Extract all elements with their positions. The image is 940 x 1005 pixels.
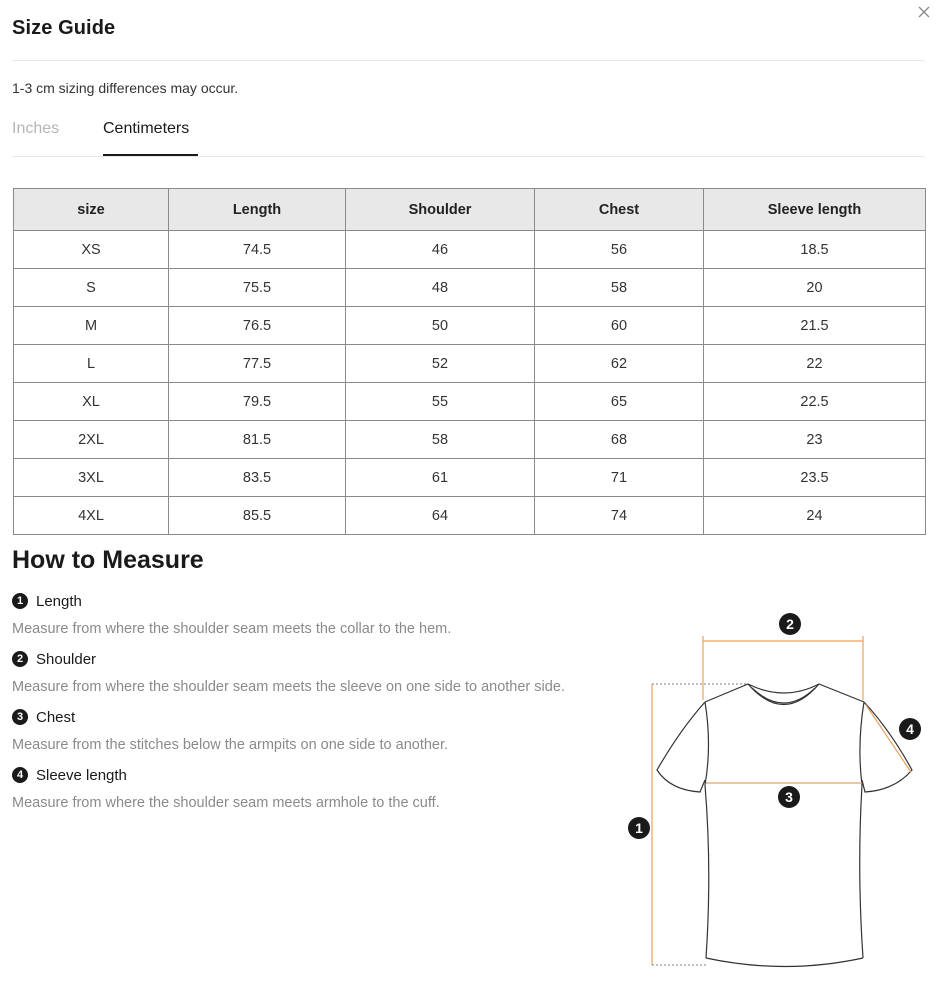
marker-4-label: 4 <box>906 721 914 737</box>
table-cell: S <box>14 269 169 307</box>
table-cell: 4XL <box>14 497 169 535</box>
marker-4-icon <box>899 718 921 740</box>
table-cell: 24 <box>704 497 926 535</box>
table-header-row <box>14 189 926 231</box>
marker-3-label: 3 <box>785 789 793 805</box>
number-4-icon: 4 <box>12 767 28 783</box>
measure-description: Measure from where the shoulder seam meets the sleeve on one side to another side. <box>12 679 565 695</box>
table-cell: 81.5 <box>169 421 346 459</box>
table-cell: 58 <box>535 269 704 307</box>
measure-label: Shoulder <box>36 650 97 668</box>
header-divider <box>12 60 925 61</box>
table-cell: XS <box>14 231 169 269</box>
measure-description: Measure from where the shoulder seam meets the collar to the hem. <box>12 621 452 637</box>
col-header-shoulder: Shoulder <box>346 189 535 231</box>
table-cell: 75.5 <box>169 269 346 307</box>
table-row <box>14 421 926 459</box>
table-cell: 23 <box>704 421 926 459</box>
col-header-chest: Chest <box>535 189 704 231</box>
table-cell: M <box>14 307 169 345</box>
measure-item-length <box>12 591 612 637</box>
table-cell: 3XL <box>14 459 169 497</box>
table-cell: 48 <box>346 269 535 307</box>
table-cell: 22 <box>704 345 926 383</box>
dialog-title: Size Guide <box>12 17 116 39</box>
table-cell: 52 <box>346 345 535 383</box>
tshirt-outline-icon <box>657 684 912 967</box>
table-cell: 58 <box>346 421 535 459</box>
tshirt-measure-diagram <box>620 605 930 975</box>
table-cell: 50 <box>346 307 535 345</box>
table-cell: 71 <box>535 459 704 497</box>
table-row <box>14 345 926 383</box>
table-cell: 85.5 <box>169 497 346 535</box>
number-3-icon: 3 <box>12 709 28 725</box>
marker-2-label: 2 <box>786 616 794 632</box>
table-cell: 64 <box>346 497 535 535</box>
table-cell: 74 <box>535 497 704 535</box>
table-cell: 62 <box>535 345 704 383</box>
table-cell: 21.5 <box>704 307 926 345</box>
table-cell: 23.5 <box>704 459 926 497</box>
table-cell: 79.5 <box>169 383 346 421</box>
table-cell: 83.5 <box>169 459 346 497</box>
measure-item-sleeve-length <box>12 765 612 811</box>
measure-label: Sleeve length <box>36 766 127 784</box>
table-cell: 46 <box>346 231 535 269</box>
table-cell: 56 <box>535 231 704 269</box>
table-cell: 22.5 <box>704 383 926 421</box>
tab-inches[interactable]: Inches <box>12 120 60 137</box>
measure-item-chest <box>12 707 612 753</box>
tab-centimeters[interactable]: Centimeters <box>103 120 198 156</box>
table-cell: 60 <box>535 307 704 345</box>
table-cell: 65 <box>535 383 704 421</box>
table-cell: L <box>14 345 169 383</box>
table-cell: 77.5 <box>169 345 346 383</box>
col-header-size: size <box>14 189 169 231</box>
table-row <box>14 231 926 269</box>
table-row <box>14 269 926 307</box>
marker-1-icon <box>628 817 650 839</box>
measure-description: Measure from where the shoulder seam meets armhole to the cuff. <box>12 795 440 811</box>
table-row <box>14 307 926 345</box>
size-table <box>13 188 926 535</box>
table-cell: 2XL <box>14 421 169 459</box>
marker-1-label: 1 <box>635 820 643 836</box>
measure-guides <box>652 684 748 965</box>
table-cell: 76.5 <box>169 307 346 345</box>
measure-description: Measure from the stitches below the armpits on one side to another. <box>12 737 449 753</box>
table-cell: 55 <box>346 383 535 421</box>
table-cell: 20 <box>704 269 926 307</box>
table-cell: 74.5 <box>169 231 346 269</box>
close-icon <box>916 4 932 20</box>
measure-label: Length <box>36 592 82 610</box>
col-header-sleeve-length: Sleeve length <box>704 189 926 231</box>
unit-tabs <box>12 112 925 157</box>
close-button[interactable] <box>916 4 932 20</box>
col-header-length: Length <box>169 189 346 231</box>
measure-item-shoulder <box>12 649 612 695</box>
number-2-icon: 2 <box>12 651 28 667</box>
table-row <box>14 497 926 535</box>
table-cell: 61 <box>346 459 535 497</box>
table-row <box>14 383 926 421</box>
table-row <box>14 459 926 497</box>
measure-label: Chest <box>36 708 76 726</box>
table-cell: 68 <box>535 421 704 459</box>
how-to-measure-title: How to Measure <box>12 546 204 574</box>
number-1-icon: 1 <box>12 593 28 609</box>
table-cell: XL <box>14 383 169 421</box>
marker-3-icon <box>778 786 800 808</box>
table-cell: 18.5 <box>704 231 926 269</box>
sizing-note: 1-3 cm sizing differences may occur. <box>12 80 239 96</box>
marker-2-icon <box>779 613 801 635</box>
